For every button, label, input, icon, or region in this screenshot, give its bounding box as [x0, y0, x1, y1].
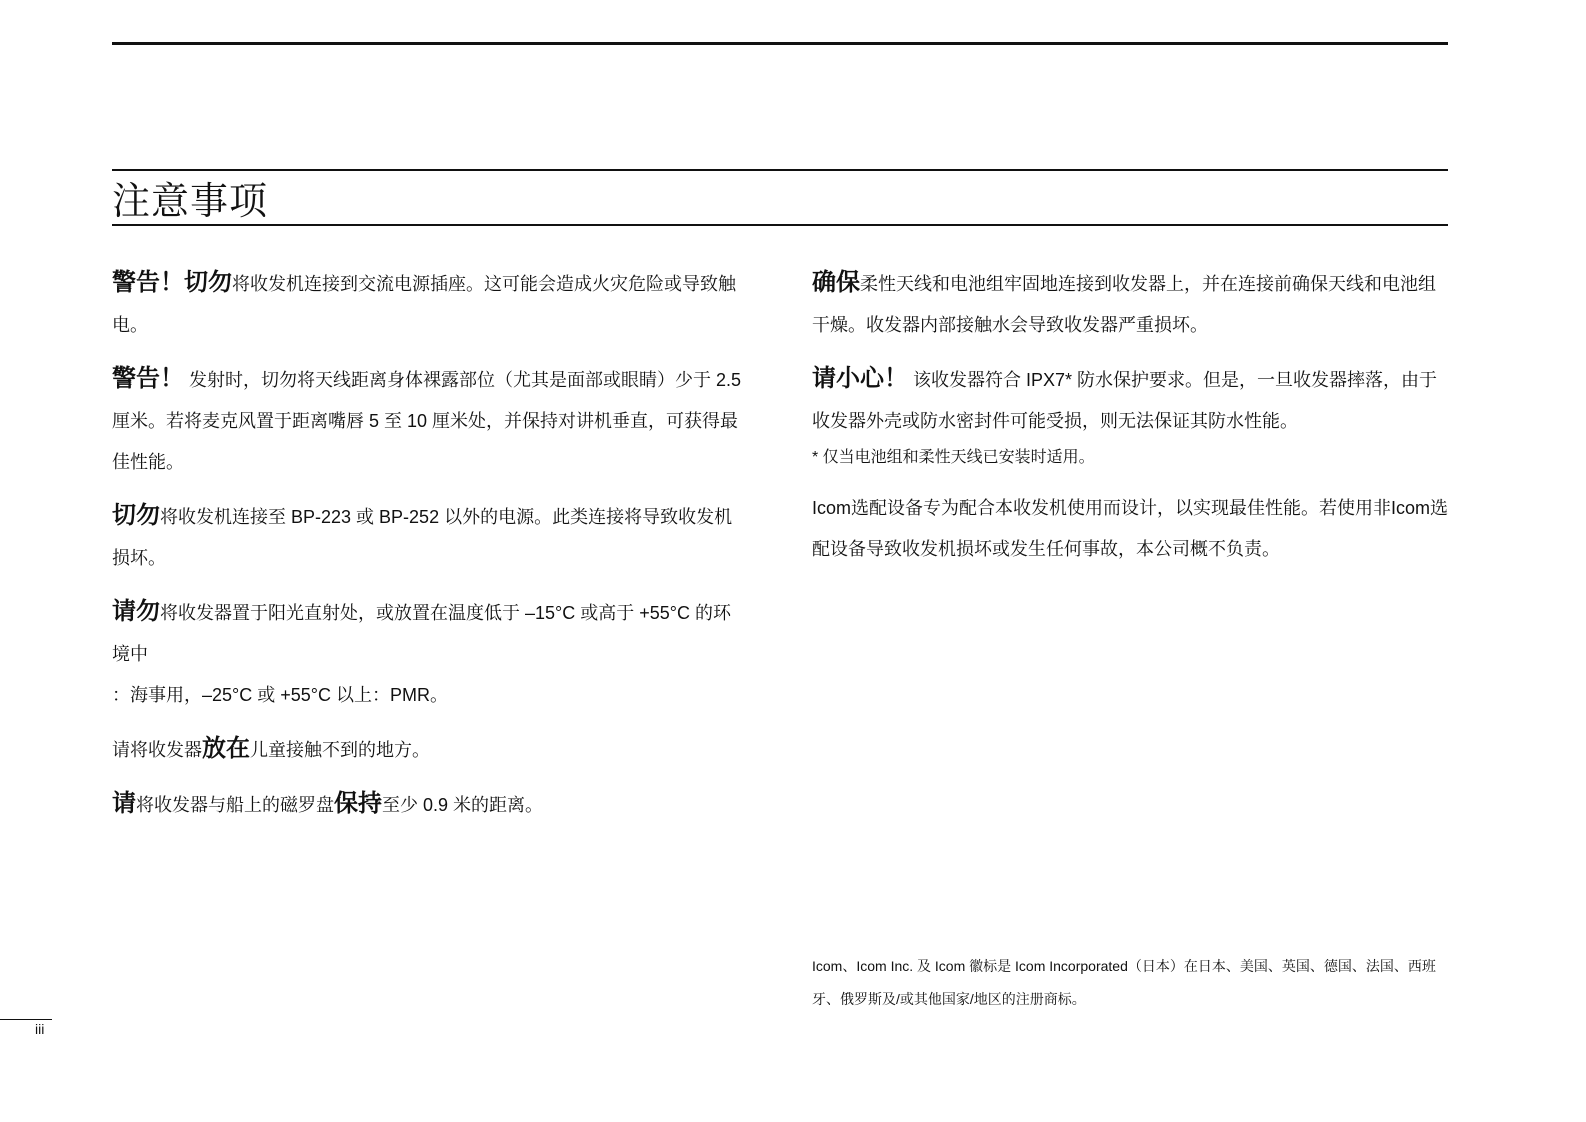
caution-compass: [112, 783, 748, 826]
keyword: 确保: [812, 269, 860, 296]
left-column: [112, 262, 748, 838]
caution-temperature-ranges: ：海事用，–25°C 或 +55°C 以上：PMR。: [112, 685, 448, 705]
keyword: 请小心！: [812, 365, 908, 392]
keyword: 放在: [202, 735, 250, 762]
paragraph-text: 儿童接触不到的地方。: [250, 740, 430, 760]
page-title: 注意事项: [112, 181, 269, 223]
paragraph-text: 将收发器置于阳光直射处，或放置在温度低于 –15°C 或高于 +55°C 的环境中: [112, 603, 731, 664]
keyword: 警告！: [112, 365, 184, 392]
paragraph-text: 将收发器与船上的磁罗盘: [136, 795, 334, 815]
caution-children: [112, 728, 748, 771]
paragraph-text: 柔性天线和电池组牢固地连接到收发器上，并在连接前确保天线和电池组干燥。收发器内部接触水会导致收发器严重损坏。: [812, 274, 1436, 335]
paragraph-text: 该收发器符合 IPX7* 防水保护要求。但是，一旦收发器摔落，由于收发器外壳或防水密封件可能受损，则无法保证其防水性能。: [812, 370, 1438, 431]
title-top-rule: [112, 169, 1448, 171]
top-rule: [112, 42, 1448, 45]
waterproof-footnote: * 仅当电池组和柔性天线已安装时适用。: [812, 449, 1095, 466]
paragraph-text: 将收发机连接至 BP-223 或 BP-252 以外的电源。此类连接将导致收发机损坏。: [112, 507, 733, 568]
keyword: 请勿: [112, 598, 160, 625]
page-number: iii: [35, 1021, 45, 1037]
paragraph-text: 请将收发器: [112, 740, 202, 760]
keyword: 请: [112, 790, 136, 817]
optional-equipment-notice: Icom选配设备专为配合本收发机使用而设计，以实现最佳性能。若使用非Icom选配设备导致收发机损坏或发生任何事故，本公司概不负责。: [812, 498, 1449, 559]
title-bottom-rule: [112, 224, 1448, 226]
warning-ac-power: [112, 262, 748, 346]
warning-antenna-distance: [112, 358, 748, 483]
caution-antenna-battery: [812, 262, 1448, 346]
paragraph-text: 将收发机连接到交流电源插座。这可能会造成火灾危险或导致触电。: [112, 274, 736, 335]
keyword: 保持: [334, 790, 382, 817]
right-column: [812, 262, 1448, 582]
caution-power-source: [112, 495, 748, 579]
caution-temperature: [112, 591, 748, 675]
trademark-notice: Icom、Icom Inc. 及 Icom 徽标是 Icom Incorporated（日本）在日本、美国、英国、德国、法国、西班牙、俄罗斯及/或其他国家/地区的注册商标。: [812, 958, 1436, 1007]
caution-waterproof: [812, 358, 1448, 442]
keyword: 警告！切勿: [112, 269, 232, 296]
keyword: 切勿: [112, 502, 160, 529]
paragraph-text: 至少 0.9 米的距离。: [382, 795, 544, 815]
paragraph-text: 发射时，切勿将天线距离身体裸露部位（尤其是面部或眼睛）少于 2.5 厘米。若将麦克风置于距离嘴唇 5 至 10 厘米处，并保持对讲机垂直，可获得最佳性能。: [112, 370, 742, 472]
